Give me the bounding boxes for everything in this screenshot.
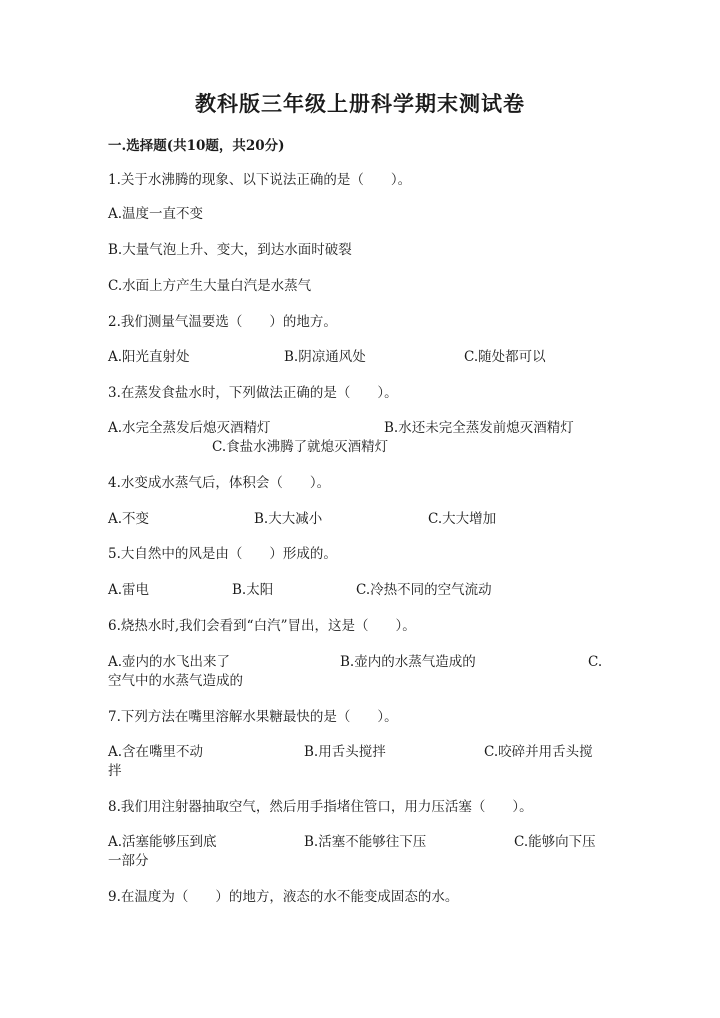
option-c: C.水面上方产生大量白汽是水蒸气 [108, 278, 312, 294]
section-heading: 一.选择题(共10题，共20分) [108, 138, 285, 154]
option-c-continued: 一部分 [108, 853, 149, 869]
option-c: C.能够向下压 [514, 834, 596, 850]
question-stem: 2.我们测量气温要选（ ）的地方。 [108, 314, 337, 330]
option-a: A.含在嘴里不动 [108, 744, 204, 760]
option-b: B.用舌头搅拌 [304, 744, 386, 760]
option-b: B.大量气泡上升、变大，到达水面时破裂 [108, 242, 352, 258]
option-a: A.水完全蒸发后熄灭酒精灯 [108, 420, 271, 436]
question-stem: 4.水变成水蒸气后，体积会（ ）。 [108, 475, 331, 491]
option-a: A.活塞能够压到底 [108, 834, 217, 850]
option-c: C.咬碎并用舌头搅 [484, 744, 593, 760]
option-b: B.壶内的水蒸气造成的 [340, 654, 476, 670]
option-c-continued: 空气中的水蒸气造成的 [108, 673, 243, 689]
option-b: B.大大减小 [254, 511, 323, 527]
option-b: B.太阳 [232, 582, 274, 598]
question-stem: 6.烧热水时,我们会看到“白汽”冒出，这是（ ）。 [108, 618, 416, 634]
option-c: C.食盐水沸腾了就熄灭酒精灯 [212, 439, 389, 455]
option-a: A.阳光直射处 [108, 349, 190, 365]
question-stem: 9.在温度为（ ）的地方，液态的水不能变成固态的水。 [108, 889, 459, 905]
option-c: C.随处都可以 [464, 349, 546, 365]
question-stem: 5.大自然中的风是由（ ）形成的。 [108, 546, 337, 562]
option-c-continued: 拌 [108, 763, 122, 779]
page-title: 教科版三年级上册科学期末测试卷 [195, 91, 525, 116]
question-stem: 3.在蒸发食盐水时，下列做法正确的是（ ）。 [108, 385, 398, 401]
option-b: B.阴凉通风处 [284, 349, 366, 365]
option-a: A.不变 [108, 511, 150, 527]
option-b: B.水还未完全蒸发前熄灭酒精灯 [384, 420, 574, 436]
option-c: C.大大增加 [428, 511, 497, 527]
question-stem: 8.我们用注射器抽取空气，然后用手指堵住管口，用力压活塞（ ）。 [108, 799, 533, 815]
option-a: A.温度一直不变 [108, 206, 204, 222]
question-stem: 7.下列方法在嘴里溶解水果糖最快的是（ ）。 [108, 709, 398, 725]
question-stem: 1.关于水沸腾的现象、以下说法正确的是（ ）。 [108, 172, 412, 188]
option-c: C. [588, 654, 603, 670]
option-a: A.壶内的水飞出来了 [108, 654, 231, 670]
option-c: C.冷热不同的空气流动 [356, 582, 492, 598]
option-a: A.雷电 [108, 582, 150, 598]
option-b: B.活塞不能够往下压 [304, 834, 427, 850]
